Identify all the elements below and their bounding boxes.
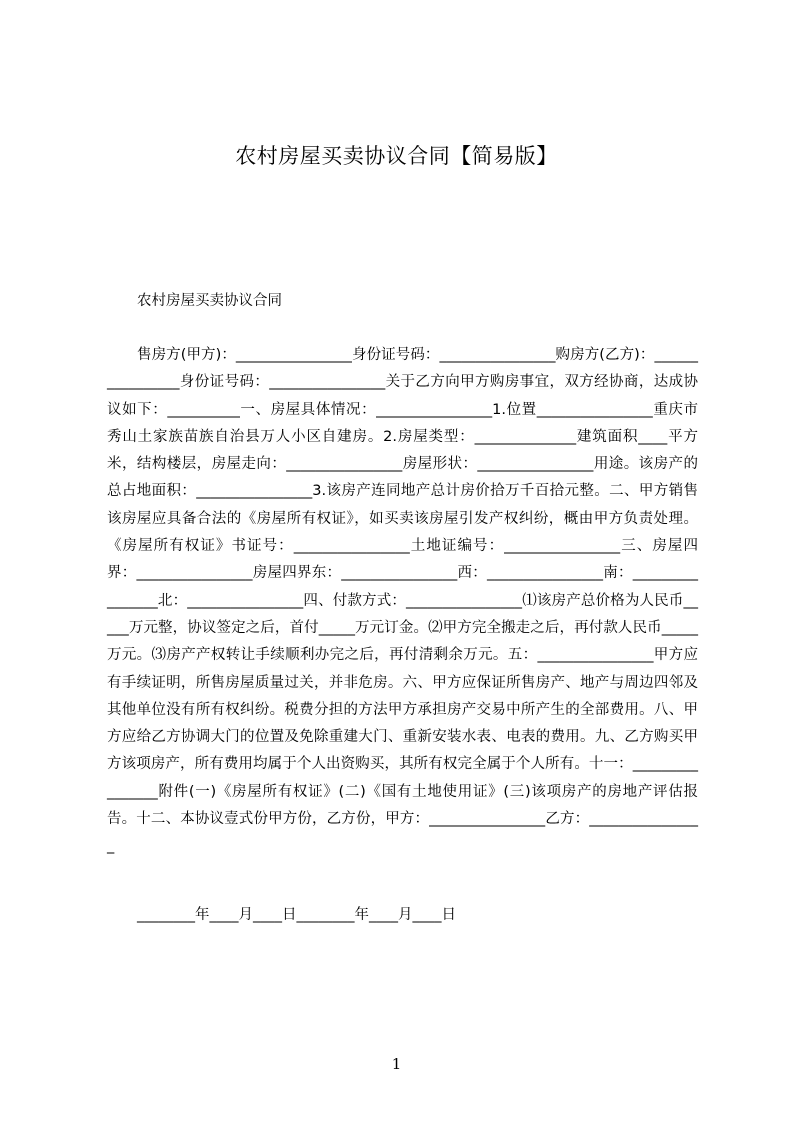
document-subtitle: 农村房屋买卖协议合同: [137, 293, 282, 309]
signature-date-line: ________年____月____日________年____月____日: [137, 907, 456, 923]
contract-body-text: 售房方(甲方)：________________身份证号码：________________购房方(乙方)：________________身份证号码：________________关于乙方向甲方购房事宜，双方经协商，达成协议如下：__________一、房屋具体情况：________________1.位置________________重庆市秀山土家族苗族自治县万人小区自建房。2.房屋类型：______________建筑面积____平方米，结构楼层，房屋走向：________________房屋形状：________________用途。该房产的总占地面积：________________3.该房产连同地产总计房价拾万千百拾元整。二、甲方销售该房屋应具备合法的《房屋所有权证》，如买卖该房屋引发产权纠纷，概由甲方负责处理。《房屋所有权证》书证号：________________土地证编号：________________三、房屋四界：________________房屋四界东：________________西：________________南：________________北：________________四、付款方式：________________⑴该房产总价格为人民币_____万元整，协议签定之后，首付_____万元订金。⑵甲方完全搬走之后，再付款人民币_____万元。⑶房产产权转让手续顺利办完之后，再付清剩余万元。五：________________甲方应有手续证明，所售房屋质量过关，并非危房。六、甲方应保证所售房产、地产与周边四邻及其他单位没有所有权纠纷。税费分担的方法甲方承担房产交易中所产生的全部费用。八、甲方应给乙方协调大门的位置及免除重建大门、重新安装水表、电表的费用。九、乙方购买甲方该项房产，所有费用均属于个人出资购买，其所有权完全属于个人所有。十一：________________附件(一)《房屋所有权证》(二)《国有土地使用证》(三)该项房产的房地产评估报告。十二、本协议壹式份甲方份，乙方份，甲方：________________乙方：________________: [107, 347, 698, 855]
contract-body: [107, 342, 698, 861]
page-number: 1: [391, 1055, 402, 1073]
document-title: 农村房屋买卖协议合同【简易版】: [235, 144, 558, 168]
